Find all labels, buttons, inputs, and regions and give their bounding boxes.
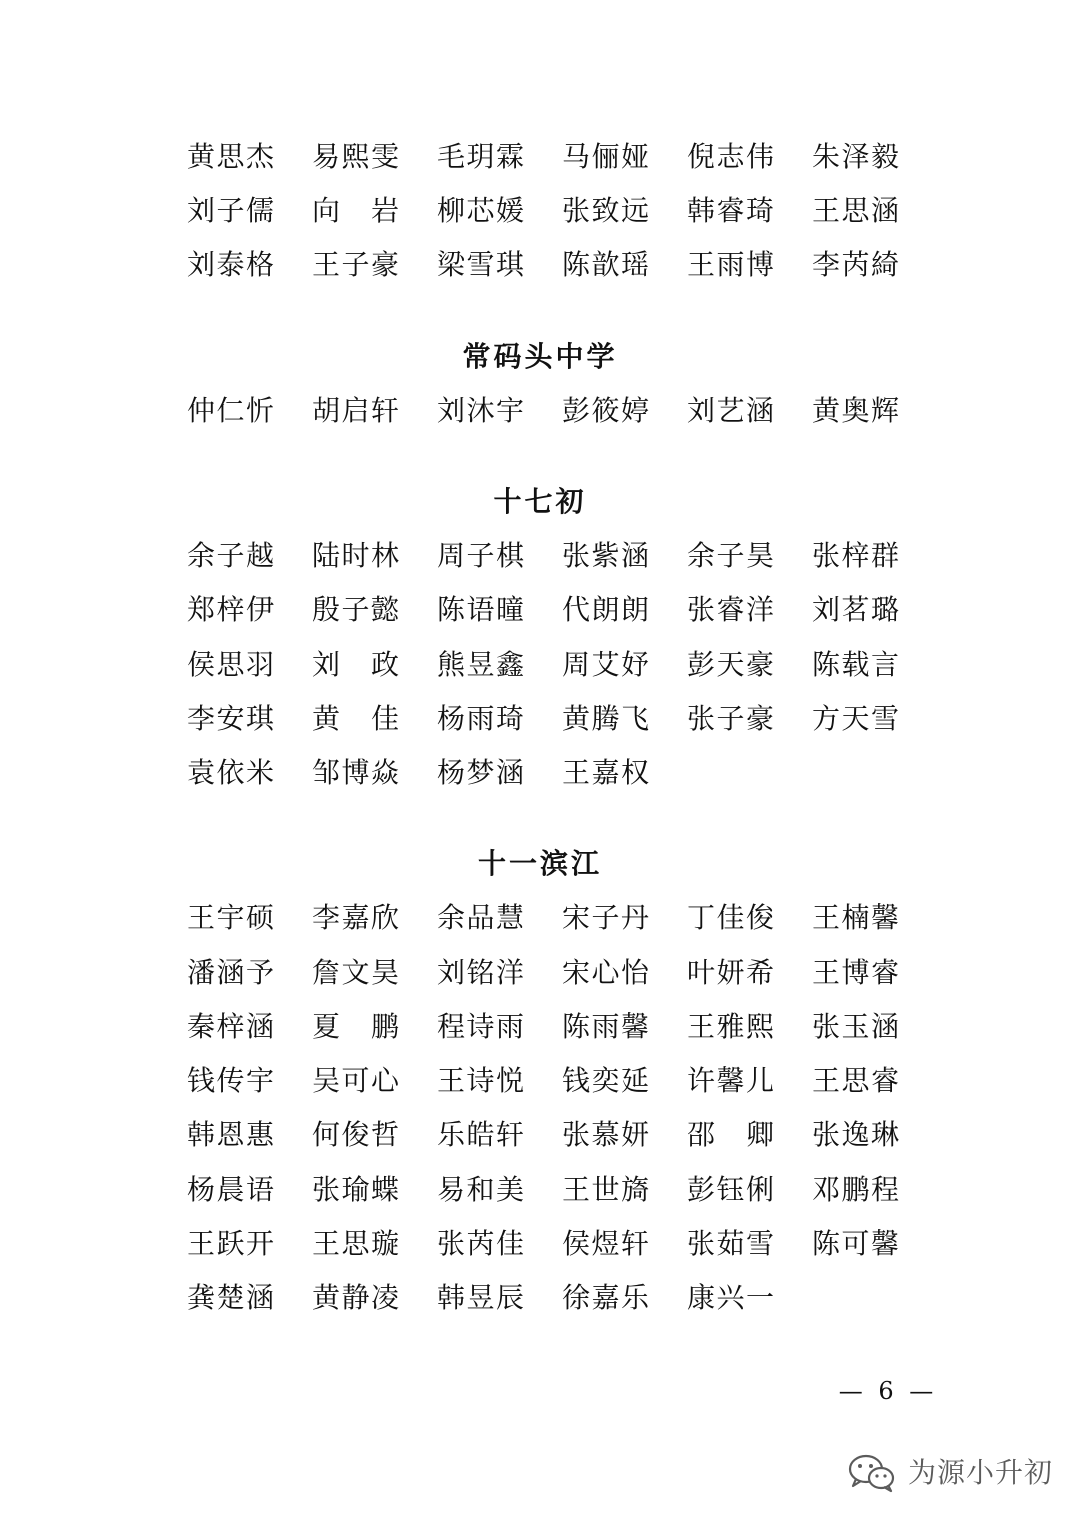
student-name: 乐皓轩 (437, 1118, 525, 1151)
student-name: 夏 鹏 (312, 1010, 400, 1043)
name-row (187, 1115, 947, 1155)
student-name: 宋子丹 (562, 901, 650, 934)
name-row (187, 645, 947, 685)
page-number: — 6 — (838, 1377, 938, 1405)
student-name: 李芮綺 (812, 248, 900, 281)
student-name: 王楠馨 (812, 901, 900, 934)
student-name: 方天雪 (812, 702, 900, 735)
student-name: 何俊哲 (312, 1118, 400, 1151)
student-name: 王子豪 (312, 248, 400, 281)
student-name: 王宇硕 (187, 901, 275, 934)
student-name: 易熙雯 (312, 140, 400, 173)
student-name: 詹文昊 (312, 956, 400, 989)
student-name: 钱传宇 (187, 1064, 275, 1097)
student-name: 张子豪 (687, 702, 775, 735)
student-name: 杨梦涵 (437, 756, 525, 789)
student-name: 黄静凌 (312, 1281, 400, 1314)
student-name: 杨晨语 (187, 1173, 275, 1206)
name-row (187, 1224, 947, 1264)
section-heading: 十七初 (493, 485, 587, 518)
student-name: 潘涵予 (187, 956, 275, 989)
student-name: 王诗悦 (437, 1064, 525, 1097)
name-row (187, 953, 947, 993)
student-name: 王博睿 (812, 956, 900, 989)
student-name: 张慕妍 (562, 1118, 650, 1151)
student-name: 康兴一 (687, 1281, 775, 1314)
student-name: 许馨儿 (687, 1064, 775, 1097)
student-name: 龚楚涵 (187, 1281, 275, 1314)
student-name: 陈歆瑶 (562, 248, 650, 281)
student-name: 王思睿 (812, 1064, 900, 1097)
student-name: 黄 佳 (312, 702, 400, 735)
wechat-icon (848, 1453, 896, 1493)
student-name: 李安琪 (187, 702, 275, 735)
student-name: 柳芯媛 (437, 194, 525, 227)
student-name: 倪志伟 (687, 140, 775, 173)
student-name: 陈雨馨 (562, 1010, 650, 1043)
student-name: 彭天豪 (687, 648, 775, 681)
name-row (187, 1061, 947, 1101)
student-name: 王思涵 (812, 194, 900, 227)
name-row (187, 245, 947, 285)
student-name: 陈语曈 (437, 593, 525, 626)
student-name: 代朗朗 (562, 593, 650, 626)
student-name: 毛玥霖 (437, 140, 525, 173)
student-name: 周艾妤 (562, 648, 650, 681)
name-row (187, 1278, 947, 1318)
student-name: 周子棋 (437, 539, 525, 572)
student-name: 刘茗璐 (812, 593, 900, 626)
name-row (187, 536, 947, 576)
watermark (848, 1451, 1058, 1495)
name-row (187, 391, 947, 431)
name-row (187, 753, 947, 793)
student-name: 彭筱婷 (562, 394, 650, 427)
student-name: 韩睿琦 (687, 194, 775, 227)
student-name: 刘 政 (312, 648, 400, 681)
student-name: 刘沐宇 (437, 394, 525, 427)
student-name: 叶妍希 (687, 956, 775, 989)
student-name: 殷子懿 (312, 593, 400, 626)
student-name: 侯煜轩 (562, 1227, 650, 1260)
student-name: 刘子儒 (187, 194, 275, 227)
student-name: 余子越 (187, 539, 275, 572)
student-name: 丁佳俊 (687, 901, 775, 934)
student-name: 余子昊 (687, 539, 775, 572)
student-name: 马俪娅 (562, 140, 650, 173)
student-name: 张睿洋 (687, 593, 775, 626)
student-name: 陈载言 (812, 648, 900, 681)
student-name: 邹博焱 (312, 756, 400, 789)
student-name: 侯思羽 (187, 648, 275, 681)
student-name: 邵 卿 (687, 1118, 775, 1151)
student-name: 王思璇 (312, 1227, 400, 1260)
student-name: 张逸琳 (812, 1118, 900, 1151)
student-name: 韩恩惠 (187, 1118, 275, 1151)
student-name: 黄奥辉 (812, 394, 900, 427)
student-name: 程诗雨 (437, 1010, 525, 1043)
student-name: 胡启轩 (312, 394, 400, 427)
student-name: 张致远 (562, 194, 650, 227)
section-heading: 常码头中学 (462, 340, 618, 373)
student-name: 彭钰俐 (687, 1173, 775, 1206)
student-name: 徐嘉乐 (562, 1281, 650, 1314)
student-name: 黄思杰 (187, 140, 275, 173)
student-name: 郑梓伊 (187, 593, 275, 626)
student-name: 张梓群 (812, 539, 900, 572)
name-row (187, 137, 947, 177)
watermark-text: 为源小升初 (908, 1456, 1054, 1489)
student-name: 韩昱辰 (437, 1281, 525, 1314)
student-name: 陈可馨 (812, 1227, 900, 1260)
student-name: 张玉涵 (812, 1010, 900, 1043)
student-name: 王雅熙 (687, 1010, 775, 1043)
student-name: 王世旖 (562, 1173, 650, 1206)
student-name: 杨雨琦 (437, 702, 525, 735)
name-row (187, 699, 947, 739)
student-name: 王雨博 (687, 248, 775, 281)
student-name: 梁雪琪 (437, 248, 525, 281)
student-name: 王跃开 (187, 1227, 275, 1260)
student-name: 张紫涵 (562, 539, 650, 572)
student-name: 黄腾飞 (562, 702, 650, 735)
student-name: 吴可心 (312, 1064, 400, 1097)
name-row (187, 898, 947, 938)
student-name: 朱泽毅 (812, 140, 900, 173)
student-name: 仲仁忻 (187, 394, 275, 427)
student-name: 张茹雪 (687, 1227, 775, 1260)
student-name: 宋心怡 (562, 956, 650, 989)
student-name: 易和美 (437, 1173, 525, 1206)
student-name: 刘泰格 (187, 248, 275, 281)
student-name: 钱奕延 (562, 1064, 650, 1097)
student-name: 邓鹏程 (812, 1173, 900, 1206)
student-name: 刘铭洋 (437, 956, 525, 989)
student-name: 余品慧 (437, 901, 525, 934)
student-name: 陆时林 (312, 539, 400, 572)
name-row (187, 191, 947, 231)
student-name: 熊昱鑫 (437, 648, 525, 681)
student-name: 王嘉权 (562, 756, 650, 789)
student-name: 秦梓涵 (187, 1010, 275, 1043)
student-name: 张芮佳 (437, 1227, 525, 1260)
student-name: 向 岩 (312, 194, 400, 227)
name-row (187, 1007, 947, 1047)
name-row (187, 590, 947, 630)
section-heading: 十一滨江 (477, 847, 602, 880)
student-name: 刘艺涵 (687, 394, 775, 427)
student-name: 张瑜蝶 (312, 1173, 400, 1206)
student-name: 袁依米 (187, 756, 275, 789)
student-name: 李嘉欣 (312, 901, 400, 934)
name-row (187, 1170, 947, 1210)
